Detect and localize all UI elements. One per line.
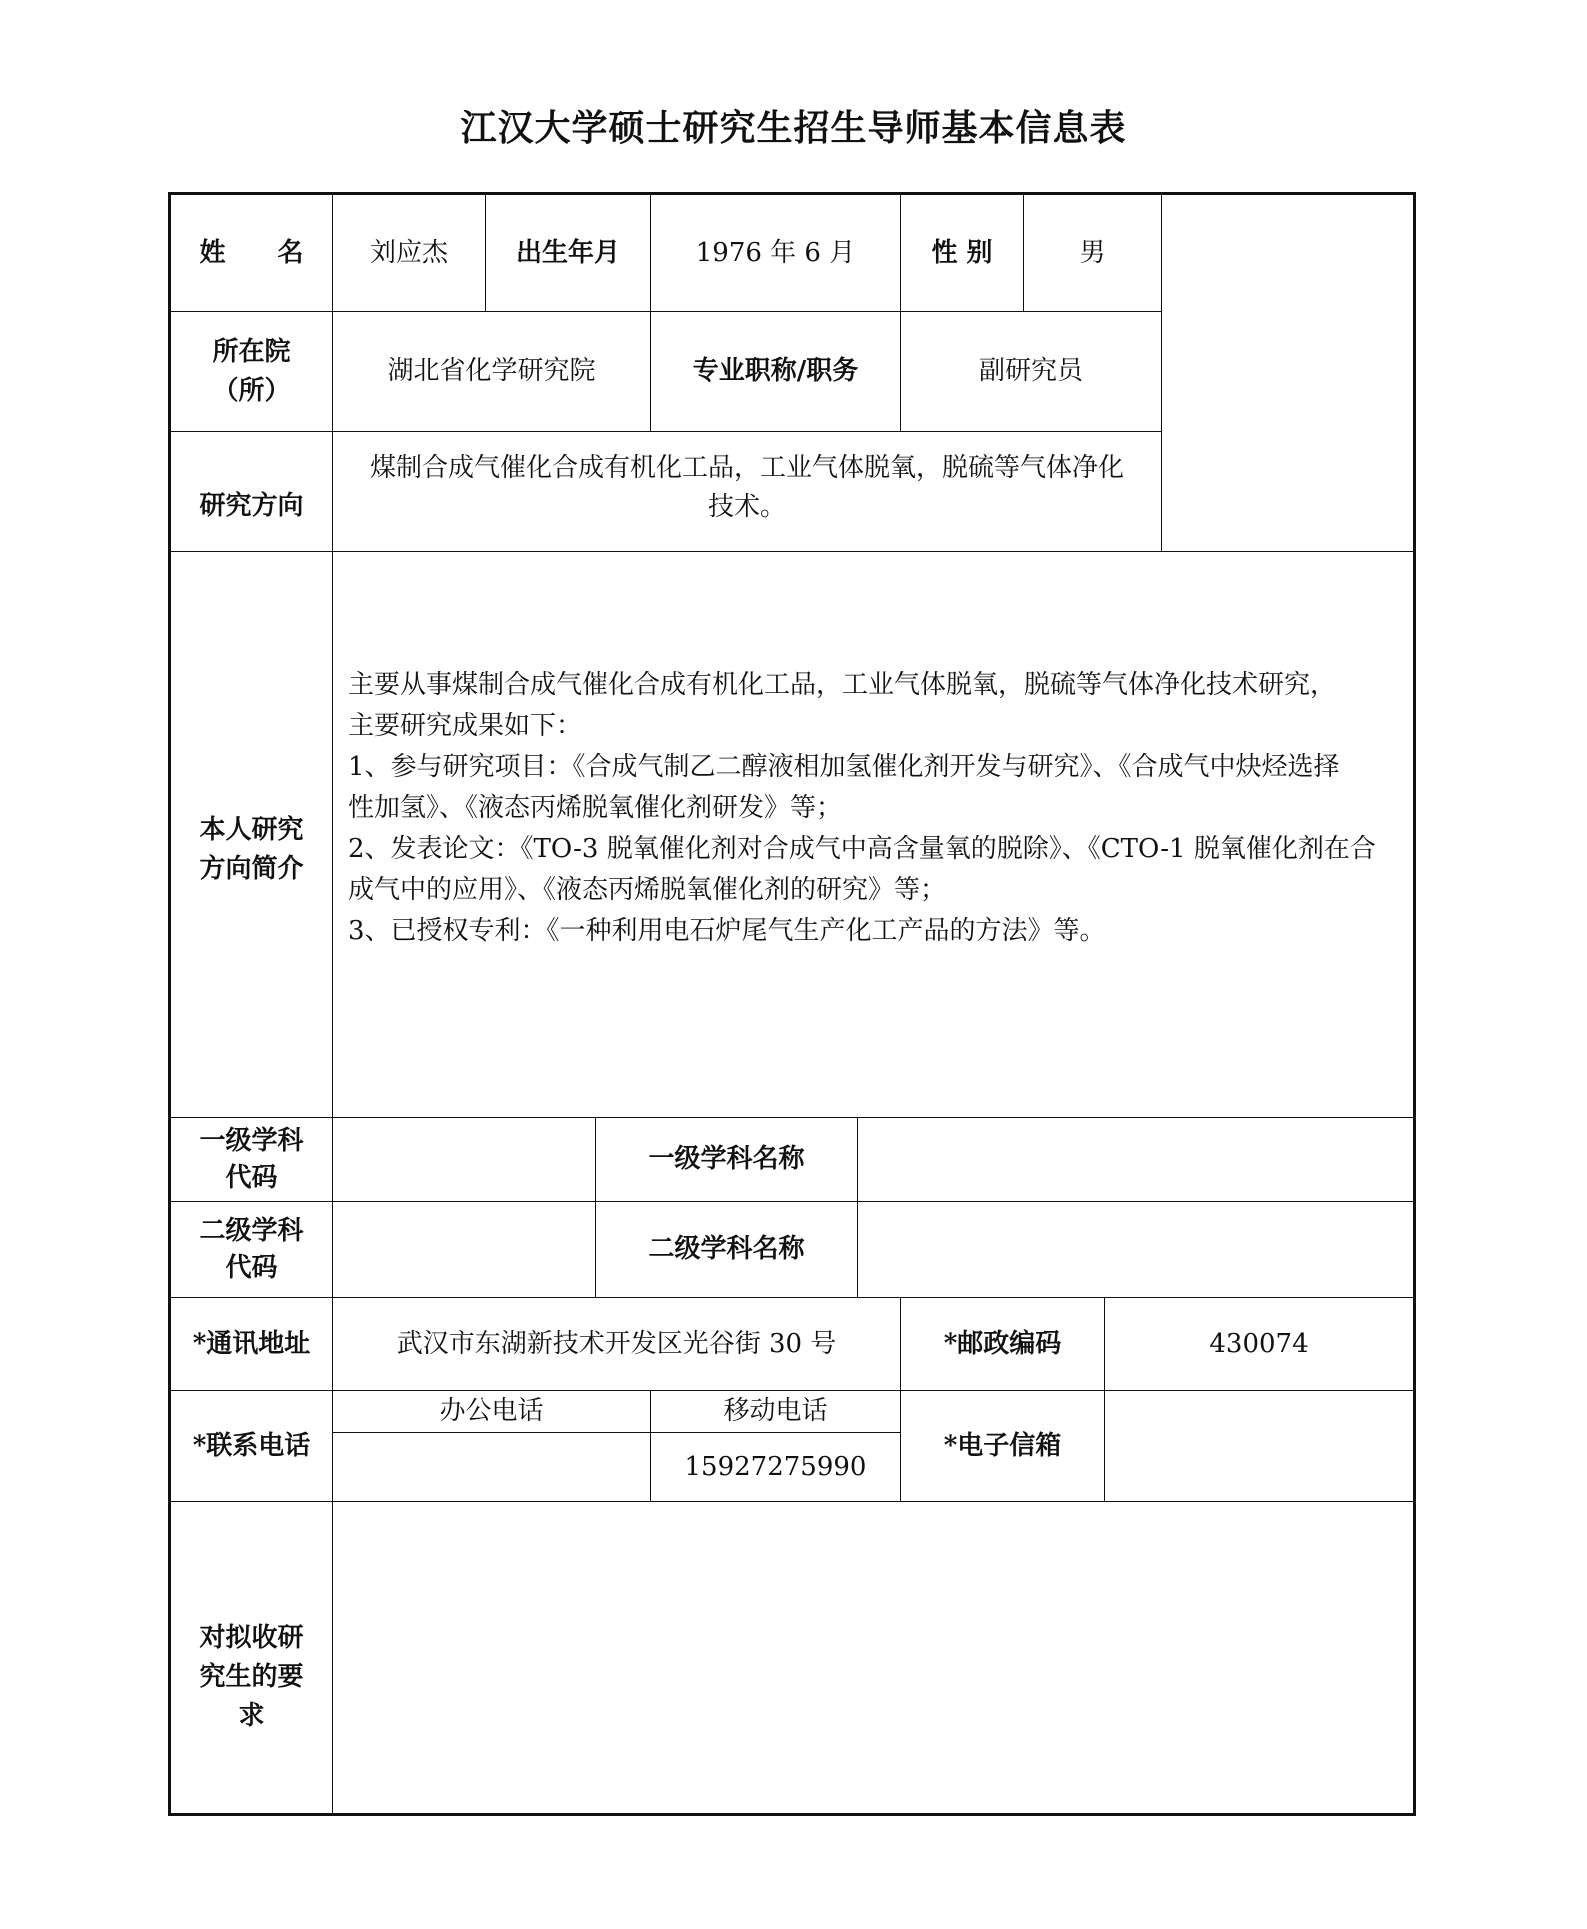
intro-line: 主要从事煤制合成气催化合成有机化工品，工业气体脱氧，脱硫等气体净化技术研究， (348, 670, 1337, 700)
page-title: 江汉大学硕士研究生招生导师基本信息表 (460, 107, 1127, 149)
requirements-label (171, 1502, 332, 1813)
postcode-value: 430074 (1209, 1328, 1309, 1359)
job-title-label: 专业职称/职务 (692, 356, 859, 386)
l2-code-label-line: 代码 (225, 1252, 278, 1283)
direction-value (333, 432, 1161, 551)
institute-label (171, 312, 332, 431)
l2-name-label: 二级学科名称 (648, 1234, 805, 1264)
address-value: 武汉市东湖新技术开发区光谷街 30 号 (396, 1328, 837, 1359)
postcode-label: *邮政编码 (943, 1328, 1062, 1359)
l1-code-label (171, 1118, 332, 1201)
email-label: *电子信箱 (943, 1430, 1062, 1461)
job-title-value: 副研究员 (978, 356, 1083, 386)
requirements-label-line: 求 (238, 1701, 265, 1731)
birth-label: 出生年月 (515, 237, 620, 268)
intro-label-line: 方向简介 (199, 853, 304, 884)
institute-value: 湖北省化学研究院 (387, 356, 596, 386)
birth-value: 1976 年 6 月 (695, 237, 856, 268)
intro-text (348, 665, 1403, 952)
l1-name-label: 一级学科名称 (648, 1144, 805, 1174)
office-phone-label: 办公电话 (439, 1396, 544, 1426)
row-divider (170, 551, 1414, 552)
direction-line: 煤制合成气催化合成有机化工品，工业气体脱氧，脱硫等气体净化 (369, 452, 1124, 483)
intro-line: 1、参与研究项目：《合成气制乙二醇液相加氢催化剂开发与研究》、《合成气中炔烃选择 (348, 752, 1340, 782)
requirements-label-line: 对拟收研 (199, 1623, 304, 1653)
address-label: *通讯地址 (192, 1328, 311, 1359)
mobile-phone-value: 15927275990 (684, 1451, 867, 1482)
requirements-label-line: 究生的要 (199, 1662, 304, 1692)
gender-value: 男 (1079, 237, 1106, 268)
direction-label: 研究方向 (199, 491, 304, 521)
intro-line: 性加氢》、《液态丙烯脱氧催化剂研发》等； (348, 793, 843, 823)
intro-label (171, 552, 332, 1117)
name-value: 刘应杰 (369, 237, 448, 268)
intro-line: 成气中的应用》、《液态丙烯脱氧催化剂的研究》等； (348, 875, 947, 905)
phone-label: *联系电话 (192, 1430, 311, 1461)
col-divider (857, 1117, 858, 1298)
row-divider (170, 1501, 1414, 1502)
intro-label-line: 本人研究 (199, 814, 304, 845)
mobile-phone-label: 移动电话 (723, 1396, 828, 1426)
l1-code-label-line: 一级学科 (199, 1126, 304, 1157)
intro-line: 3、已授权专利：《一种利用电石炉尾气生产化工产品的方法》等。 (348, 916, 1106, 946)
institute-label-line: 所在院 (212, 336, 291, 367)
intro-line: 2、发表论文：《TO-3 脱氧催化剂对合成气中高含量氧的脱除》、《CTO-1 脱氧催化剂在合 (348, 834, 1376, 864)
gender-label: 性 别 (931, 237, 993, 268)
institute-label-line: （所） (212, 375, 291, 406)
table-border-bottom (168, 1813, 1416, 1816)
photo-area (1162, 195, 1413, 551)
l2-code-label (171, 1202, 332, 1297)
intro-line: 主要研究成果如下： (348, 711, 583, 741)
table-border-right (1413, 192, 1416, 1816)
direction-line: 技术。 (707, 491, 786, 522)
l2-code-label-line: 二级学科 (199, 1216, 304, 1247)
l1-code-label-line: 代码 (225, 1162, 278, 1193)
name-label: 姓 名 (199, 237, 304, 268)
